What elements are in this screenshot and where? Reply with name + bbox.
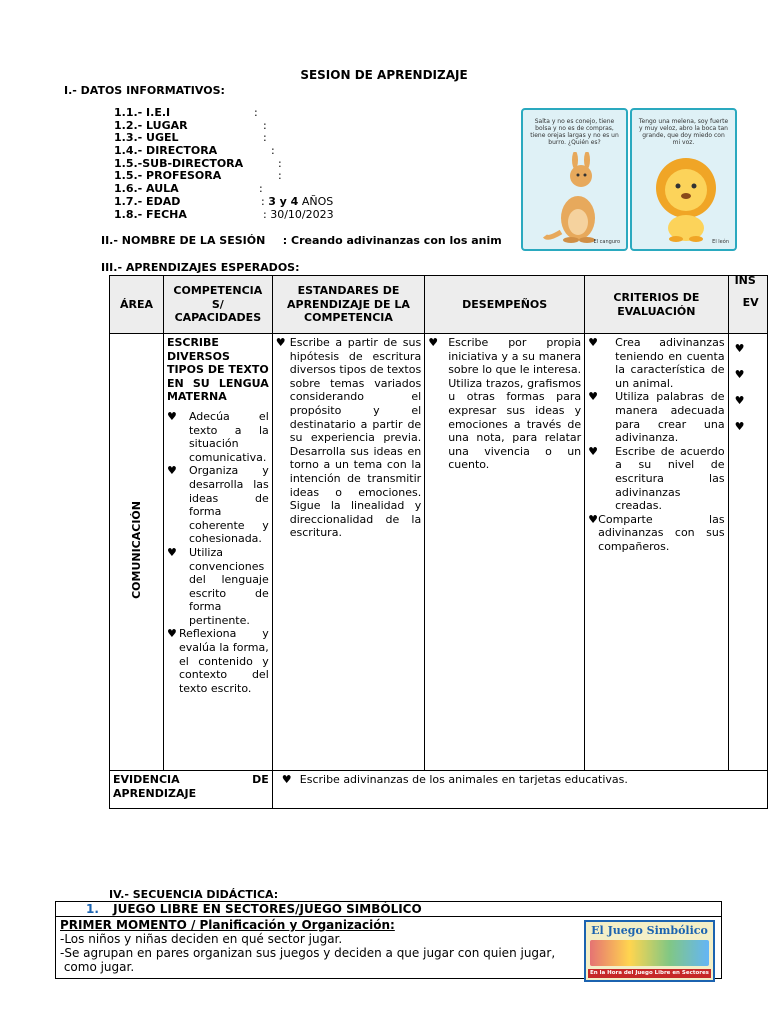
learning-table bbox=[109, 275, 768, 809]
riddle-caption: El canguro bbox=[593, 239, 620, 245]
info-row-edad: 1.7.- EDAD : 3 y 4 AÑOS bbox=[114, 194, 334, 208]
info-row-profesora: 1.5.- PROFESORA : bbox=[114, 169, 282, 183]
info-row-aula: 1.6.- AULA : bbox=[114, 182, 263, 196]
desempeno-text: ♥ Escribe por propia iniciativa y a su manera sobre lo que le interesa. Utiliza trazos, grafismos u otras formas para expresar sus ideas y emociones a través de una nota, para relatar una vivencia o un cuento. bbox=[428, 336, 582, 472]
header-area: ÁREA bbox=[110, 276, 164, 334]
info-label: 1.2.- LUGAR bbox=[114, 118, 188, 132]
sequence-item-number: 1. bbox=[86, 902, 99, 916]
info-list bbox=[114, 106, 334, 221]
riddle-caption: El león bbox=[712, 239, 729, 245]
info-value-fecha: 30/10/2023 bbox=[270, 207, 334, 221]
header-criterios: CRITERIOS DE EVALUACIÓN bbox=[585, 276, 728, 334]
info-row-subdirectora: 1.5.-SUB-DIRECTORA : bbox=[114, 156, 282, 170]
criterio-item: ♥ Utiliza palabras de manera adecuada para crear una adivinanza. bbox=[588, 390, 725, 445]
sequence-item-title: JUEGO LIBRE EN SECTORES/JUEGO SIMBÓLICO bbox=[113, 902, 422, 916]
banner-illustration bbox=[590, 940, 709, 966]
section-secuencia: IV.- SECUENCIA DIDÁCTICA: bbox=[109, 888, 279, 901]
info-row-fecha: 1.8.- FECHA : 30/10/2023 bbox=[114, 207, 334, 221]
lion-illustration bbox=[644, 154, 728, 242]
moment-line: como jugar. bbox=[60, 960, 135, 974]
info-label: 1.1.- I.E.I bbox=[114, 106, 171, 119]
riddle-card-kangaroo bbox=[521, 108, 628, 251]
riddle-text: Tengo una melena, soy fuerte y muy veloz, abro la boca tan grande, que doy miedo con mi voz. bbox=[638, 118, 729, 146]
criterio-item: ♥ Escribe de acuerdo a su nivel de escritura las adivinanzas creadas. bbox=[588, 444, 725, 513]
info-label: 1.6.- AULA bbox=[114, 182, 179, 196]
evidencia-cell: ♥ Escribe adivinanzas de los animales en tarjetas educativas. bbox=[272, 771, 767, 809]
moment-line: -Los niños y niñas deciden en qué sector jugar. bbox=[60, 932, 343, 946]
area-label: COMUNICACIÓN bbox=[129, 501, 143, 600]
table-header-row bbox=[110, 276, 768, 334]
info-row-lugar: 1.2.- LUGAR : bbox=[114, 118, 267, 132]
juego-simbolico-banner bbox=[584, 920, 715, 982]
header-desempenos: DESEMPEÑOS bbox=[425, 276, 585, 334]
estandar-text: ♥ Escribe a partir de sus hipótesis de escritura diversos tipos de textos sobre temas variados considerando el propósito y el destinatario a partir de su experiencia previa. Desarrolla sus ideas en torno a un tema con la intención de transmitir ideas o emociones. Sigue la linealidad y direccionalidad de la escritura. bbox=[275, 336, 422, 540]
session-name-value: : Creando adivinanzas con los anim bbox=[282, 234, 502, 247]
evidencia-row bbox=[110, 771, 768, 809]
competencia-cell bbox=[163, 334, 272, 771]
banner-subtitle: En la Hora del Juego Libre en Sectores bbox=[588, 969, 711, 978]
kangaroo-illustration bbox=[543, 152, 613, 244]
info-value-edad-num: 3 y 4 bbox=[268, 194, 299, 208]
banner-title: El Juego Simbólico bbox=[591, 924, 708, 937]
capacidad-item: ♥ Reflexiona y evalúa la forma, el contenido y contexto del texto escrito. bbox=[166, 627, 269, 695]
info-label: 1.4.- DIRECTORA bbox=[114, 144, 218, 158]
section-datos-informativos: I.- DATOS INFORMATIVOS: bbox=[64, 84, 225, 97]
header-competencias: COMPETENCIA S/ CAPACIDADES bbox=[163, 276, 272, 334]
riddle-text: Salta y no es conejo, tiene bolsa y no es de compras, tiene orejas largas y no es un burro. ¿Quién es? bbox=[530, 118, 619, 146]
evidencia-label: EVIDENCIA DE APRENDIZAJE bbox=[110, 771, 273, 809]
info-label: 1.5.- PROFESORA bbox=[114, 169, 222, 183]
desempeno-cell bbox=[425, 334, 585, 771]
info-row-ugel: 1.3.- UGEL : bbox=[114, 131, 267, 145]
header-estandares: ESTANDARES DE APRENDIZAJE DE LA COMPETENCIA bbox=[272, 276, 424, 334]
info-row-directora: 1.4.- DIRECTORA : bbox=[114, 144, 275, 158]
document-title: SESION DE APRENDIZAJE bbox=[300, 68, 468, 82]
info-label: 1.7.- EDAD bbox=[114, 194, 181, 208]
sequence-item-row bbox=[56, 902, 722, 917]
session-name bbox=[101, 234, 521, 247]
capacidad-item: ♥ Organiza y desarrolla las ideas de forma coherente y cohesionada. bbox=[166, 464, 269, 546]
moment-title: PRIMER MOMENTO / Planificación y Organización: bbox=[60, 918, 395, 932]
info-label: 1.3.- UGEL bbox=[114, 131, 179, 145]
criterios-cell bbox=[585, 334, 728, 771]
riddle-card-lion bbox=[630, 108, 737, 251]
estandar-cell bbox=[272, 334, 424, 771]
criterio-item: ♥ Comparte las adivinanzas con sus compañeros. bbox=[588, 512, 725, 553]
info-row-iei: 1.1.- I.E.I : bbox=[114, 106, 258, 119]
info-label: 1.8.- FECHA bbox=[114, 207, 187, 221]
capacidad-item: ♥ Adecúa el texto a la situación comunicativa. bbox=[166, 409, 269, 464]
info-value-edad-unit: AÑOS bbox=[298, 194, 334, 208]
section-aprendizajes: III.- APRENDIZAJES ESPERADOS: bbox=[101, 261, 300, 274]
table-row bbox=[110, 334, 768, 771]
instrumentos-cell: ♥ ♥ ♥ ♥ bbox=[728, 334, 767, 771]
info-label: 1.5.-SUB-DIRECTORA bbox=[114, 156, 244, 170]
area-cell bbox=[110, 334, 164, 771]
moment-line: -Se agrupan en pares organizan sus juegos y deciden a que jugar con quien jugar, bbox=[60, 946, 556, 960]
capacidad-item: ♥ Utiliza convenciones del lenguaje escrito de forma pertinente. bbox=[166, 545, 269, 627]
evidencia-text: Escribe adivinanzas de los animales en tarjetas educativas. bbox=[299, 773, 628, 786]
session-name-label: II.- NOMBRE DE LA SESIÓN bbox=[101, 234, 266, 247]
competencia-title: ESCRIBE DIVERSOS TIPOS DE TEXTO EN SU LENGUA MATERNA bbox=[166, 336, 269, 404]
criterio-item: ♥ Crea adivinanzas teniendo en cuenta la característica de un animal. bbox=[588, 336, 725, 390]
header-instrumentos: INS EV bbox=[728, 276, 767, 334]
